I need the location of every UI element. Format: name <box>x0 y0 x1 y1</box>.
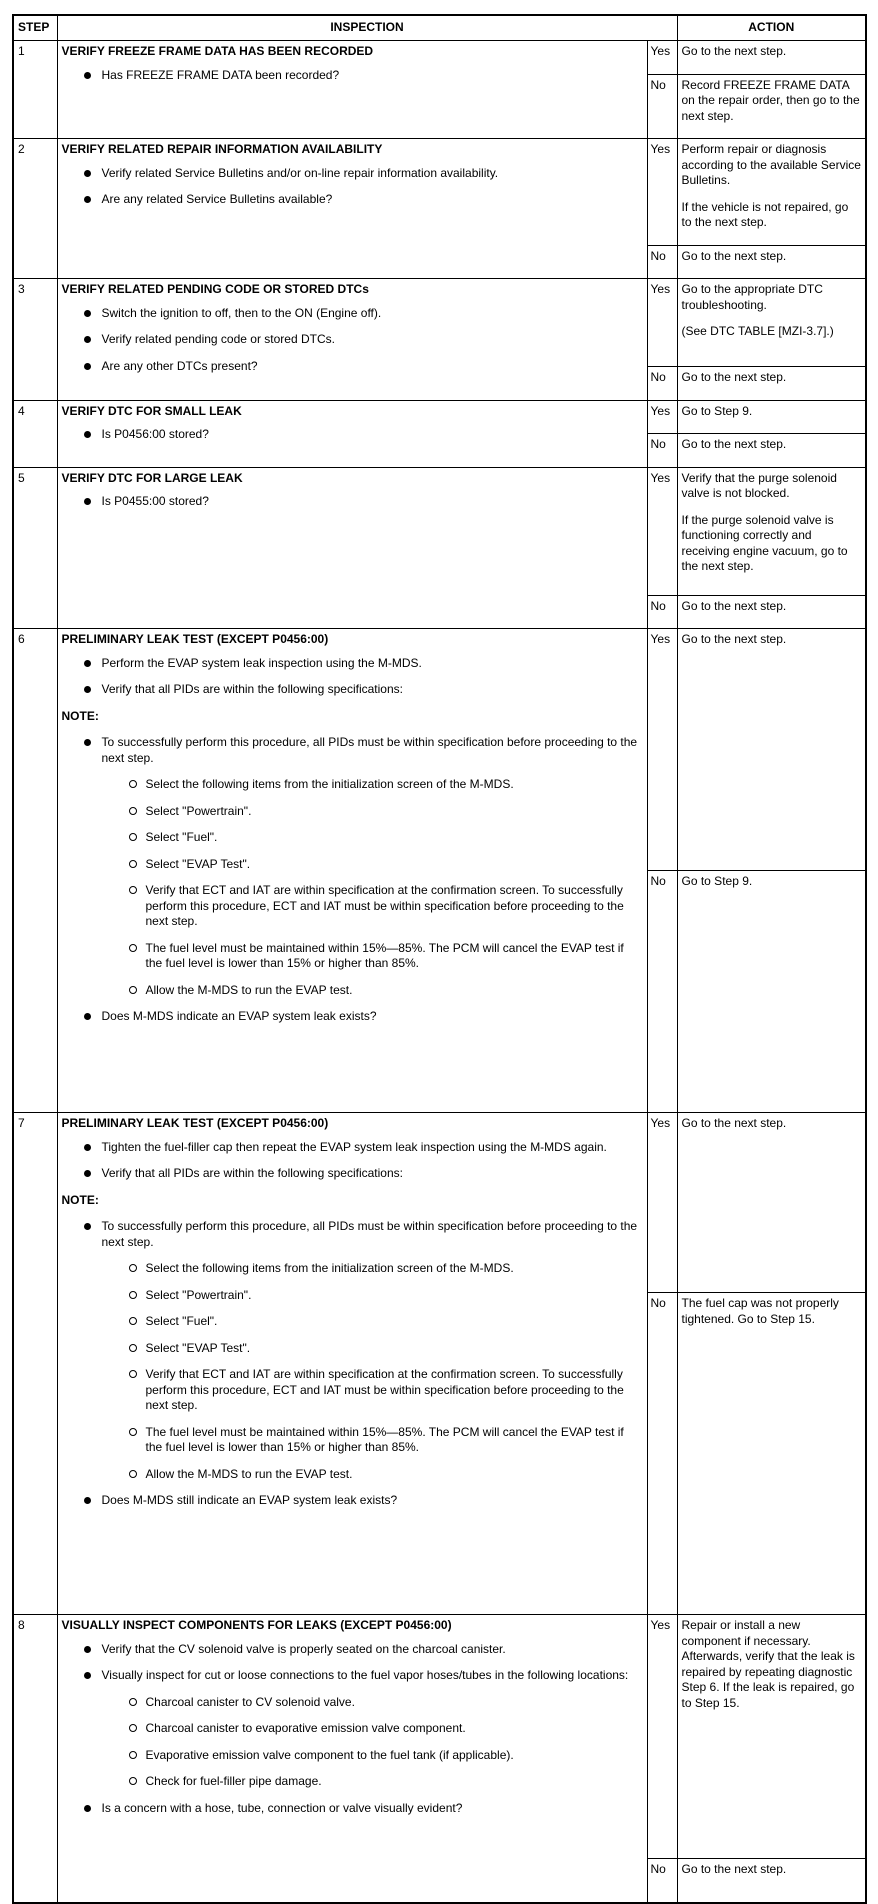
sub-item: Select "Fuel". <box>62 830 643 846</box>
action-text: Record FREEZE FRAME DATA on the repair order, then go to the next step. <box>681 77 860 123</box>
yes-label: Yes <box>647 1113 677 1293</box>
action-text: Go to the next step. <box>681 1116 787 1130</box>
no-action <box>677 871 866 1113</box>
bullet-item: To successfully perform this procedure, all PIDs must be within specification before proceeding to the next step. <box>62 1219 643 1250</box>
action-text: (See DTC TABLE [MZI-3.7].) <box>681 324 834 338</box>
step-row-4 <box>13 400 866 434</box>
step-inspection <box>57 1113 647 1615</box>
step-row-5 <box>13 467 866 595</box>
sub-item: Allow the M-MDS to run the EVAP test. <box>62 1467 643 1483</box>
step-row-6 <box>13 629 866 871</box>
no-action <box>677 1859 866 1903</box>
no-label: No <box>647 367 677 401</box>
action-text: Go to the next step. <box>681 248 787 263</box>
bullet-item: Are any related Service Bulletins available? <box>62 192 643 208</box>
note-label: NOTE: <box>61 1192 99 1207</box>
yes-action <box>677 400 866 434</box>
action-text: Perform repair or diagnosis according to the available Service Bulletins. <box>681 142 861 187</box>
bullet-item: Verify that all PIDs are within the following specifications: <box>62 1166 643 1182</box>
action-text: If the purge solenoid valve is functioning correctly and receiving engine vacuum, go to the next step. <box>681 512 848 573</box>
sub-item: Select the following items from the initialization screen of the M-MDS. <box>62 777 643 793</box>
step-inspection <box>57 139 647 279</box>
step-number: 1 <box>13 41 57 139</box>
yes-label: Yes <box>647 41 677 75</box>
step-row-8 <box>13 1615 866 1859</box>
diagnostic-table <box>12 14 867 1904</box>
yes-label: Yes <box>647 1615 677 1859</box>
header-action: ACTION <box>677 15 866 41</box>
sub-item: Select "EVAP Test". <box>62 1341 643 1357</box>
no-label: No <box>647 1859 677 1903</box>
bullet-item: Does M-MDS indicate an EVAP system leak exists? <box>62 1009 643 1025</box>
action-text: Go to the next step. <box>681 598 787 613</box>
header-inspection: INSPECTION <box>57 15 677 41</box>
step-inspection <box>57 629 647 1113</box>
no-label: No <box>647 74 677 139</box>
sub-item: Select "Powertrain". <box>62 804 643 820</box>
yes-action <box>677 139 866 246</box>
action-text: Go to the next step. <box>681 437 787 451</box>
step-inspection <box>57 467 647 629</box>
sub-item: Select "EVAP Test". <box>62 857 643 873</box>
no-action <box>677 245 866 279</box>
no-action <box>677 595 866 629</box>
bullet-item: Verify related pending code or stored DTCs. <box>62 332 643 348</box>
step-inspection <box>57 279 647 401</box>
bullet-item: Verify that all PIDs are within the following specifications: <box>62 682 643 698</box>
sub-item: Verify that ECT and IAT are within specification at the confirmation screen. To successfully perform this procedure, ECT and IAT must be within specification before proceeding to the next step. <box>62 1367 643 1414</box>
step-title: VERIFY DTC FOR LARGE LEAK <box>61 470 243 485</box>
action-text: Go to Step 9. <box>681 403 753 418</box>
yes-action <box>677 629 866 871</box>
sub-item: Charcoal canister to evaporative emission valve component. <box>62 1721 643 1737</box>
bullet-item: Switch the ignition to off, then to the ON (Engine off). <box>62 306 643 322</box>
step-number: 2 <box>13 139 57 279</box>
yes-label: Yes <box>647 279 677 367</box>
header-step: STEP <box>13 15 57 41</box>
yes-action <box>677 1615 866 1859</box>
bullet-item: To successfully perform this procedure, all PIDs must be within specification before proceeding to the next step. <box>62 735 643 766</box>
sub-item: The fuel level must be maintained within 15%—85%. The PCM will cancel the EVAP test if the fuel level is lower than 15% or higher than 85%. <box>62 1425 643 1456</box>
bullet-item: Is a concern with a hose, tube, connection or valve visually evident? <box>62 1801 643 1817</box>
no-action <box>677 367 866 401</box>
no-label: No <box>647 1293 677 1615</box>
step-number: 6 <box>13 629 57 1113</box>
no-label: No <box>647 871 677 1113</box>
bullet-item: Are any other DTCs present? <box>62 359 643 375</box>
no-action <box>677 1293 866 1615</box>
sub-item: Evaporative emission valve component to the fuel tank (if applicable). <box>62 1748 643 1764</box>
action-text: The fuel cap was not properly tightened. Go to Step 15. <box>681 1296 839 1326</box>
action-text: Repair or install a new component if necessary. Afterwards, verify that the leak is repaired by repeating diagnostic Step 6. If the leak is repaired, go to Step 15. <box>681 1618 855 1710</box>
bullet-item: Tighten the fuel-filler cap then repeat the EVAP system leak inspection using the M-MDS again. <box>62 1140 643 1156</box>
no-label: No <box>647 434 677 468</box>
action-text: Go to Step 9. <box>681 874 753 888</box>
sub-item: Check for fuel-filler pipe damage. <box>62 1774 643 1790</box>
bullet-item: Verify related Service Bulletins and/or on-line repair information availability. <box>62 166 643 182</box>
sub-item: Allow the M-MDS to run the EVAP test. <box>62 983 643 999</box>
action-text: Go to the next step. <box>681 632 787 646</box>
action-text: Verify that the purge solenoid valve is not blocked. <box>681 470 837 500</box>
step-title: PRELIMINARY LEAK TEST (EXCEPT P0456:00) <box>61 632 329 646</box>
step-row-1 <box>13 41 866 75</box>
step-title: VISUALLY INSPECT COMPONENTS FOR LEAKS (EXCEPT P0456:00) <box>61 1618 452 1632</box>
step-number: 4 <box>13 400 57 467</box>
step-title: VERIFY DTC FOR SMALL LEAK <box>61 403 242 418</box>
sub-item: Select "Powertrain". <box>62 1288 643 1304</box>
action-text: Go to the next step. <box>681 1862 787 1876</box>
action-text: Go to the next step. <box>681 44 787 58</box>
bullet-item: Has FREEZE FRAME DATA been recorded? <box>62 68 643 84</box>
step-number: 7 <box>13 1113 57 1615</box>
bullet-item: Perform the EVAP system leak inspection using the M-MDS. <box>62 656 643 672</box>
step-inspection <box>57 41 647 139</box>
step-title: VERIFY FREEZE FRAME DATA HAS BEEN RECORDED <box>61 44 374 58</box>
no-label: No <box>647 595 677 629</box>
sub-item: Select "Fuel". <box>62 1314 643 1330</box>
no-action <box>677 434 866 468</box>
step-inspection <box>57 1615 647 1903</box>
step-number: 8 <box>13 1615 57 1903</box>
no-label: No <box>647 245 677 279</box>
step-number: 3 <box>13 279 57 401</box>
step-title: VERIFY RELATED REPAIR INFORMATION AVAILABILITY <box>61 142 383 156</box>
diagnostic-document <box>12 14 865 1876</box>
sub-item: Charcoal canister to CV solenoid valve. <box>62 1695 643 1711</box>
step-row-7 <box>13 1113 866 1293</box>
bullet-item: Is P0455:00 stored? <box>62 494 643 510</box>
sub-item: Verify that ECT and IAT are within specification at the confirmation screen. To successfully perform this procedure, ECT and IAT must be within specification before proceeding to the next step. <box>62 883 643 930</box>
yes-action <box>677 467 866 595</box>
step-number: 5 <box>13 467 57 629</box>
action-text: If the vehicle is not repaired, go to the next step. <box>681 199 849 229</box>
yes-label: Yes <box>647 139 677 246</box>
header-row <box>13 15 866 41</box>
bullet-item: Visually inspect for cut or loose connections to the fuel vapor hoses/tubes in the following locations: <box>62 1668 643 1684</box>
action-text: Go to the appropriate DTC troubleshooting. <box>681 282 823 312</box>
yes-action <box>677 41 866 75</box>
bullet-item: Is P0456:00 stored? <box>62 427 643 443</box>
sub-item: Select the following items from the initialization screen of the M-MDS. <box>62 1261 643 1277</box>
yes-action <box>677 279 866 367</box>
sub-item: The fuel level must be maintained within 15%—85%. The PCM will cancel the EVAP test if the fuel level is lower than 15% or higher than 85%. <box>62 941 643 972</box>
no-action <box>677 74 866 139</box>
step-inspection <box>57 400 647 467</box>
bullet-item: Does M-MDS still indicate an EVAP system leak exists? <box>62 1493 643 1509</box>
step-row-2 <box>13 139 866 246</box>
yes-label: Yes <box>647 400 677 434</box>
step-row-3 <box>13 279 866 367</box>
yes-label: Yes <box>647 467 677 595</box>
step-title: PRELIMINARY LEAK TEST (EXCEPT P0456:00) <box>61 1116 329 1130</box>
step-title: VERIFY RELATED PENDING CODE OR STORED DTCs <box>61 282 369 296</box>
yes-action <box>677 1113 866 1293</box>
action-text: Go to the next step. <box>681 370 787 384</box>
note-label: NOTE: <box>61 708 99 723</box>
bullet-item: Verify that the CV solenoid valve is properly seated on the charcoal canister. <box>62 1642 643 1658</box>
yes-label: Yes <box>647 629 677 871</box>
